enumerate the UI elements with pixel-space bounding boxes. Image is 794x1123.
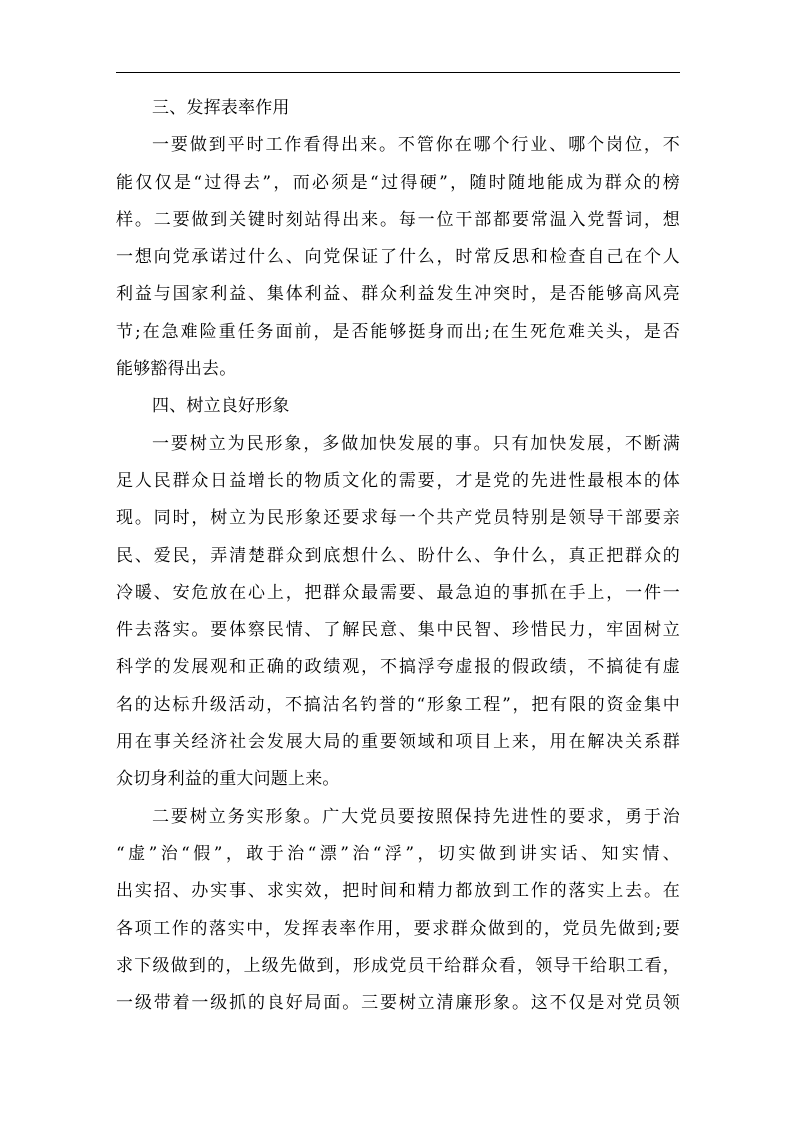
paragraph-first-line: 一要做到平时工作看得出来。不管你在哪个行业、哪个岗位，不 — [152, 135, 680, 156]
body-text-line: 节;在急难险重任务面前，是否能够挺身而出;在生死危难关头，是否 — [116, 321, 680, 342]
body-text-line: 足人民群众日益增长的物质文化的需要，才是党的先进性最根本的体 — [116, 470, 680, 491]
body-text-line: 一级带着一级抓的良好局面。三要树立清廉形象。这不仅是对党员领 — [116, 993, 680, 1014]
body-text-line: 冷暖、安危放在心上，把群众最需要、最急迫的事抓在手上，一件一 — [116, 582, 680, 603]
body-text-line: 民、爱民，弄清楚群众到底想什么、盼什么、争什么，真正把群众的 — [116, 545, 680, 566]
paragraph-first-line: 一要树立为民形象，多做加快发展的事。只有加快发展，不断满 — [152, 433, 680, 454]
body-text-line: 样。二要做到关键时刻站得出来。每一位干部都要常温入党誓词，想 — [116, 209, 680, 230]
body-text-line: 利益与国家利益、集体利益、群众利益发生冲突时，是否能够高风亮 — [116, 284, 680, 305]
body-text-line: 各项工作的落实中，发挥表率作用，要求群众做到的，党员先做到;要 — [116, 918, 680, 939]
body-text-line: 现。同时，树立为民形象还要求每一个共产党员特别是领导干部要亲 — [116, 508, 680, 529]
paragraph-last-line: 能够豁得出去。 — [116, 359, 237, 380]
body-text-line: 用在事关经济社会发展大局的重要领域和项目上来，用在解决关系群 — [116, 732, 680, 753]
body-text-line: 求下级做到的，上级先做到，形成党员干给群众看，领导干给职工看， — [116, 955, 680, 976]
body-text-line: 名的达标升级活动，不搞沽名钓誉的“形象工程”，把有限的资金集中 — [116, 694, 680, 715]
section-heading: 三、发挥表率作用 — [152, 98, 290, 118]
body-text-line: 出实招、办实事、求实效，把时间和精力都放到工作的落实上去。在 — [116, 881, 680, 902]
paragraph-last-line: 众切身利益的重大问题上来。 — [116, 769, 340, 790]
body-text-line: 一想向党承诺过什么、向党保证了什么，时常反思和检查自己在个人 — [116, 247, 680, 268]
section-heading: 四、树立良好形象 — [152, 396, 290, 417]
paragraph-first-line: 二要树立务实形象。广大党员要按照保持先进性的要求，勇于治 — [152, 806, 680, 827]
header-rule — [116, 72, 680, 73]
body-text-line: 能仅仅是“过得去”，而必须是“过得硬”，随时随地能成为群众的榜 — [116, 172, 680, 193]
body-text-line: 件去落实。要体察民情、了解民意、集中民智、珍惜民力，牢固树立 — [116, 620, 680, 641]
body-text-line: “虚”治“假”，敢于治“漂”治“浮”，切实做到讲实话、知实情、 — [116, 843, 680, 864]
body-text-line: 科学的发展观和正确的政绩观，不搞浮夸虚报的假政绩，不搞徒有虚 — [116, 657, 680, 678]
document-body — [116, 90, 680, 1022]
